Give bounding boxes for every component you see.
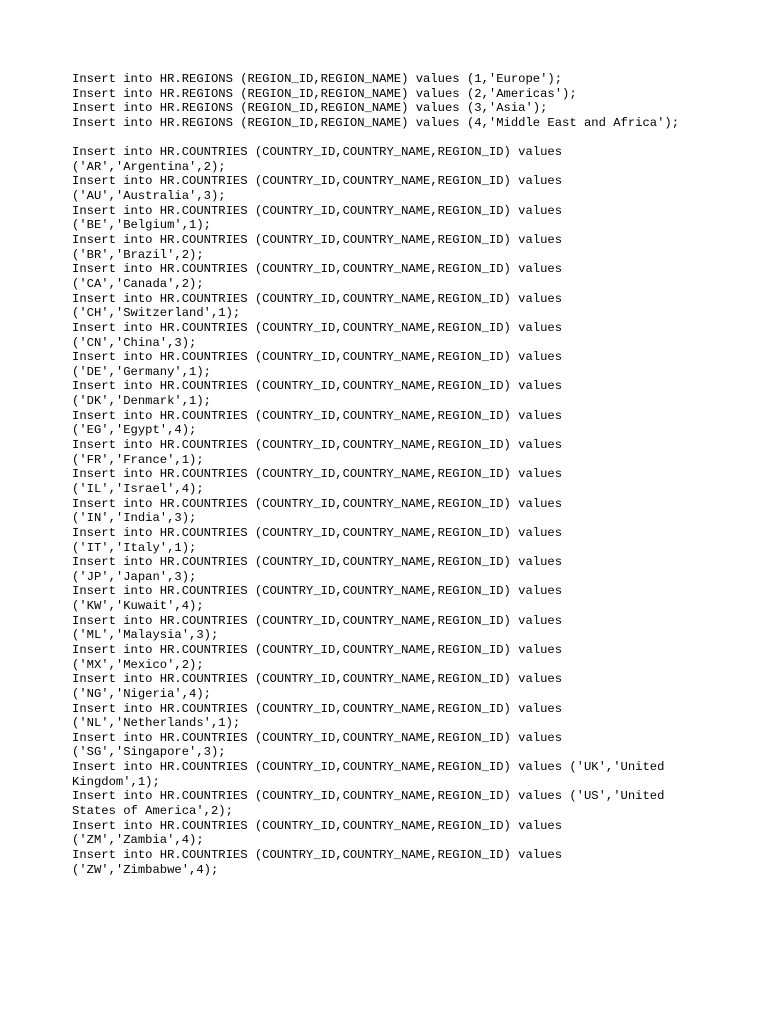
code-line: Insert into HR.COUNTRIES (COUNTRY_ID,COUNTRY_NAME,REGION_ID) values <box>72 701 563 716</box>
code-line: Insert into HR.REGIONS (REGION_ID,REGION_NAME) values (4,'Middle East and Africa'); <box>72 115 680 130</box>
code-line: Insert into HR.COUNTRIES (COUNTRY_ID,COUNTRY_NAME,REGION_ID) values <box>72 584 563 599</box>
code-line: Insert into HR.COUNTRIES (COUNTRY_ID,COUNTRY_NAME,REGION_ID) values <box>72 145 563 160</box>
code-line: ('EG','Egypt',4); <box>72 423 197 438</box>
regions-block <box>72 72 732 131</box>
code-line: ('ZM','Zambia',4); <box>72 833 204 848</box>
code-line: Insert into HR.REGIONS (REGION_ID,REGION_NAME) values (3,'Asia'); <box>72 101 548 116</box>
code-line: ('CA','Canada',2); <box>72 276 204 291</box>
code-line: ('ML','Malaysia',3); <box>72 628 219 643</box>
code-line: ('IL','Israel',4); <box>72 481 204 496</box>
blank-line <box>72 131 732 146</box>
code-line: Insert into HR.COUNTRIES (COUNTRY_ID,COUNTRY_NAME,REGION_ID) values <box>72 496 563 511</box>
code-line: Insert into HR.COUNTRIES (COUNTRY_ID,COUNTRY_NAME,REGION_ID) values ('UK','United <box>72 760 665 775</box>
code-line: Insert into HR.COUNTRIES (COUNTRY_ID,COUNTRY_NAME,REGION_ID) values <box>72 408 563 423</box>
code-line: Insert into HR.COUNTRIES (COUNTRY_ID,COUNTRY_NAME,REGION_ID) values <box>72 613 563 628</box>
code-line: ('DK','Denmark',1); <box>72 394 211 409</box>
code-line: Insert into HR.COUNTRIES (COUNTRY_ID,COUNTRY_NAME,REGION_ID) values <box>72 174 563 189</box>
code-line: ('IN','India',3); <box>72 511 197 526</box>
code-line: Insert into HR.COUNTRIES (COUNTRY_ID,COUNTRY_NAME,REGION_ID) values <box>72 262 563 277</box>
code-line: Insert into HR.REGIONS (REGION_ID,REGION_NAME) values (1,'Europe'); <box>72 72 563 86</box>
code-line: Insert into HR.COUNTRIES (COUNTRY_ID,COUNTRY_NAME,REGION_ID) values <box>72 350 563 365</box>
code-line: ('DE','Germany',1); <box>72 364 211 379</box>
code-line: ('KW','Kuwait',4); <box>72 599 204 614</box>
code-line: ('FR','France',1); <box>72 452 204 467</box>
code-line: Insert into HR.COUNTRIES (COUNTRY_ID,COUNTRY_NAME,REGION_ID) values ('US','United <box>72 789 665 804</box>
code-line: ('JP','Japan',3); <box>72 569 197 584</box>
code-line: Insert into HR.COUNTRIES (COUNTRY_ID,COUNTRY_NAME,REGION_ID) values <box>72 291 563 306</box>
code-line: ('ZW','Zimbabwe',4); <box>72 862 219 877</box>
code-line: Insert into HR.COUNTRIES (COUNTRY_ID,COUNTRY_NAME,REGION_ID) values <box>72 379 563 394</box>
code-line: ('AR','Argentina',2); <box>72 159 226 174</box>
code-line: ('IT','Italy',1); <box>72 540 197 555</box>
code-line: Insert into HR.COUNTRIES (COUNTRY_ID,COUNTRY_NAME,REGION_ID) values <box>72 320 563 335</box>
code-line: ('NL','Netherlands',1); <box>72 716 241 731</box>
code-line: Insert into HR.COUNTRIES (COUNTRY_ID,COUNTRY_NAME,REGION_ID) values <box>72 233 563 248</box>
code-line: Insert into HR.COUNTRIES (COUNTRY_ID,COUNTRY_NAME,REGION_ID) values <box>72 818 563 833</box>
code-line: ('CH','Switzerland',1); <box>72 306 241 321</box>
code-line: ('MX','Mexico',2); <box>72 657 204 672</box>
code-line: ('SG','Singapore',3); <box>72 745 226 760</box>
code-line: Insert into HR.COUNTRIES (COUNTRY_ID,COUNTRY_NAME,REGION_ID) values <box>72 730 563 745</box>
code-line: Insert into HR.COUNTRIES (COUNTRY_ID,COUNTRY_NAME,REGION_ID) values <box>72 525 563 540</box>
code-line: Insert into HR.COUNTRIES (COUNTRY_ID,COUNTRY_NAME,REGION_ID) values <box>72 555 563 570</box>
code-line: Insert into HR.COUNTRIES (COUNTRY_ID,COUNTRY_NAME,REGION_ID) values <box>72 203 563 218</box>
document-page <box>72 72 732 877</box>
code-line: ('BE','Belgium',1); <box>72 218 211 233</box>
code-line: Insert into HR.COUNTRIES (COUNTRY_ID,COUNTRY_NAME,REGION_ID) values <box>72 847 563 862</box>
code-line: ('NG','Nigeria',4); <box>72 686 211 701</box>
code-line: Insert into HR.COUNTRIES (COUNTRY_ID,COUNTRY_NAME,REGION_ID) values <box>72 438 563 453</box>
code-line: Insert into HR.COUNTRIES (COUNTRY_ID,COUNTRY_NAME,REGION_ID) values <box>72 642 563 657</box>
code-line: Insert into HR.COUNTRIES (COUNTRY_ID,COUNTRY_NAME,REGION_ID) values <box>72 672 563 687</box>
code-line: Insert into HR.REGIONS (REGION_ID,REGION_NAME) values (2,'Americas'); <box>72 86 577 101</box>
code-line: ('AU','Australia',3); <box>72 189 226 204</box>
code-line: ('CN','China',3); <box>72 335 197 350</box>
code-line: Insert into HR.COUNTRIES (COUNTRY_ID,COUNTRY_NAME,REGION_ID) values <box>72 467 563 482</box>
countries-block <box>72 145 732 877</box>
code-line: ('BR','Brazil',2); <box>72 247 204 262</box>
code-line: States of America',2); <box>72 804 233 819</box>
code-line: Kingdom',1); <box>72 774 160 789</box>
